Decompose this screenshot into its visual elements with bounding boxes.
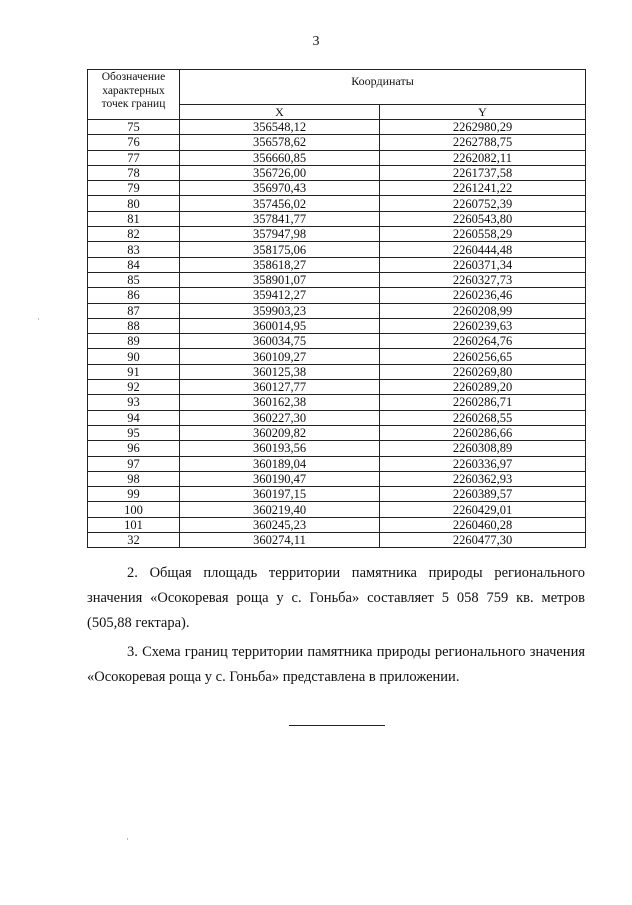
cell-y: 2260558,29	[380, 227, 586, 242]
cell-y: 2260264,76	[380, 334, 586, 349]
table-row	[88, 196, 586, 211]
cell-y: 2260460,28	[380, 517, 586, 532]
cell-x: 359903,23	[180, 303, 380, 318]
table-header-row	[88, 70, 586, 105]
paragraph-boundary-scheme	[87, 640, 585, 690]
cell-point: 80	[88, 196, 180, 211]
cell-y: 2260543,80	[380, 211, 586, 226]
cell-x: 360190,47	[180, 471, 380, 486]
cell-y: 2260477,30	[380, 533, 586, 548]
table-row	[88, 380, 586, 395]
cell-y: 2260444,48	[380, 242, 586, 257]
cell-x: 358618,27	[180, 257, 380, 272]
cell-point: 83	[88, 242, 180, 257]
cell-y: 2260336,97	[380, 456, 586, 471]
cell-x: 360125,38	[180, 364, 380, 379]
header-designation-line: точек границ	[101, 98, 166, 110]
cell-x: 356578,62	[180, 135, 380, 150]
cell-point: 95	[88, 425, 180, 440]
cell-x: 360193,56	[180, 441, 380, 456]
scan-speck	[38, 318, 39, 320]
cell-point: 32	[88, 533, 180, 548]
cell-point: 86	[88, 288, 180, 303]
cell-point: 99	[88, 487, 180, 502]
table-row	[88, 181, 586, 196]
table-row	[88, 242, 586, 257]
cell-y: 2260286,71	[380, 395, 586, 410]
scan-speck	[127, 838, 128, 840]
cell-point: 88	[88, 318, 180, 333]
cell-y: 2260268,55	[380, 410, 586, 425]
cell-x: 360219,40	[180, 502, 380, 517]
cell-x: 359412,27	[180, 288, 380, 303]
cell-x: 358901,07	[180, 272, 380, 287]
cell-point: 96	[88, 441, 180, 456]
cell-y: 2260208,99	[380, 303, 586, 318]
cell-x: 357947,98	[180, 227, 380, 242]
table-row	[88, 211, 586, 226]
cell-y: 2262980,29	[380, 120, 586, 135]
table-row	[88, 410, 586, 425]
cell-y: 2260236,46	[380, 288, 586, 303]
cell-x: 360034,75	[180, 334, 380, 349]
paragraph-total-area	[87, 561, 585, 636]
cell-x: 356726,00	[180, 165, 380, 180]
cell-point: 84	[88, 257, 180, 272]
table-row	[88, 303, 586, 318]
cell-point: 81	[88, 211, 180, 226]
cell-point: 79	[88, 181, 180, 196]
paragraph-total-area-text: 2. Общая площадь территории памятника природы регионального значения «Осокоревая роща у с. Гоньба» составляет 5 058 759 кв. метров (505,88 гектара).	[87, 565, 585, 631]
table-row	[88, 364, 586, 379]
table-row	[88, 227, 586, 242]
cell-y: 2260752,39	[380, 196, 586, 211]
page-number: 3	[312, 34, 320, 49]
table-row	[88, 257, 586, 272]
cell-point: 91	[88, 364, 180, 379]
table-row	[88, 318, 586, 333]
header-coordinates: Координаты	[180, 70, 586, 105]
cell-y: 2260289,20	[380, 380, 586, 395]
table-row	[88, 456, 586, 471]
table-row	[88, 334, 586, 349]
table-row	[88, 502, 586, 517]
cell-x: 360014,95	[180, 318, 380, 333]
coordinates-table	[87, 69, 586, 548]
cell-point: 89	[88, 334, 180, 349]
cell-y: 2260286,66	[380, 425, 586, 440]
cell-x: 356548,12	[180, 120, 380, 135]
cell-point: 94	[88, 410, 180, 425]
table-row	[88, 533, 586, 548]
cell-y: 2260371,34	[380, 257, 586, 272]
cell-point: 82	[88, 227, 180, 242]
cell-point: 75	[88, 120, 180, 135]
cell-x: 360209,82	[180, 425, 380, 440]
cell-x: 360109,27	[180, 349, 380, 364]
cell-x: 357456,02	[180, 196, 380, 211]
cell-point: 101	[88, 517, 180, 532]
cell-x: 360127,77	[180, 380, 380, 395]
cell-x: 357841,77	[180, 211, 380, 226]
cell-y: 2262788,75	[380, 135, 586, 150]
table-row	[88, 471, 586, 486]
header-designation-line: характерных	[102, 84, 165, 97]
table-row	[88, 135, 586, 150]
table-row	[88, 150, 586, 165]
cell-y: 2262082,11	[380, 150, 586, 165]
table-row	[88, 165, 586, 180]
cell-x: 360189,04	[180, 456, 380, 471]
cell-x: 356970,43	[180, 181, 380, 196]
paragraph-boundary-scheme-text: 3. Схема границ территории памятника природы регионального значения «Осокоревая роща у с. Гоньба» представлена в приложении.	[87, 644, 585, 685]
end-divider-line	[289, 725, 385, 726]
cell-x: 360162,38	[180, 395, 380, 410]
cell-point: 92	[88, 380, 180, 395]
cell-y: 2260327,73	[380, 272, 586, 287]
table-body	[88, 120, 586, 548]
cell-y: 2260362,93	[380, 471, 586, 486]
cell-point: 98	[88, 471, 180, 486]
table-row	[88, 395, 586, 410]
cell-y: 2260308,89	[380, 441, 586, 456]
cell-y: 2260239,63	[380, 318, 586, 333]
header-x: X	[180, 105, 380, 120]
cell-y: 2261737,58	[380, 165, 586, 180]
table-row	[88, 487, 586, 502]
table-row	[88, 288, 586, 303]
table-row	[88, 120, 586, 135]
cell-x: 356660,85	[180, 150, 380, 165]
cell-point: 97	[88, 456, 180, 471]
cell-x: 360227,30	[180, 410, 380, 425]
cell-point: 76	[88, 135, 180, 150]
cell-y: 2260256,65	[380, 349, 586, 364]
cell-x: 358175,06	[180, 242, 380, 257]
table-row	[88, 441, 586, 456]
cell-point: 78	[88, 165, 180, 180]
cell-point: 87	[88, 303, 180, 318]
cell-point: 93	[88, 395, 180, 410]
cell-y: 2260389,57	[380, 487, 586, 502]
cell-y: 2260269,80	[380, 364, 586, 379]
cell-point: 100	[88, 502, 180, 517]
table-row	[88, 425, 586, 440]
cell-y: 2261241,22	[380, 181, 586, 196]
table-row	[88, 517, 586, 532]
cell-point: 90	[88, 349, 180, 364]
cell-x: 360274,11	[180, 533, 380, 548]
cell-y: 2260429,01	[380, 502, 586, 517]
cell-point: 85	[88, 272, 180, 287]
cell-point: 77	[88, 150, 180, 165]
table-row	[88, 349, 586, 364]
cell-x: 360245,23	[180, 517, 380, 532]
header-y: Y	[380, 105, 586, 120]
header-point-designation	[88, 70, 180, 120]
cell-x: 360197,15	[180, 487, 380, 502]
table-row	[88, 272, 586, 287]
header-designation-line: Обозначение	[101, 71, 166, 83]
